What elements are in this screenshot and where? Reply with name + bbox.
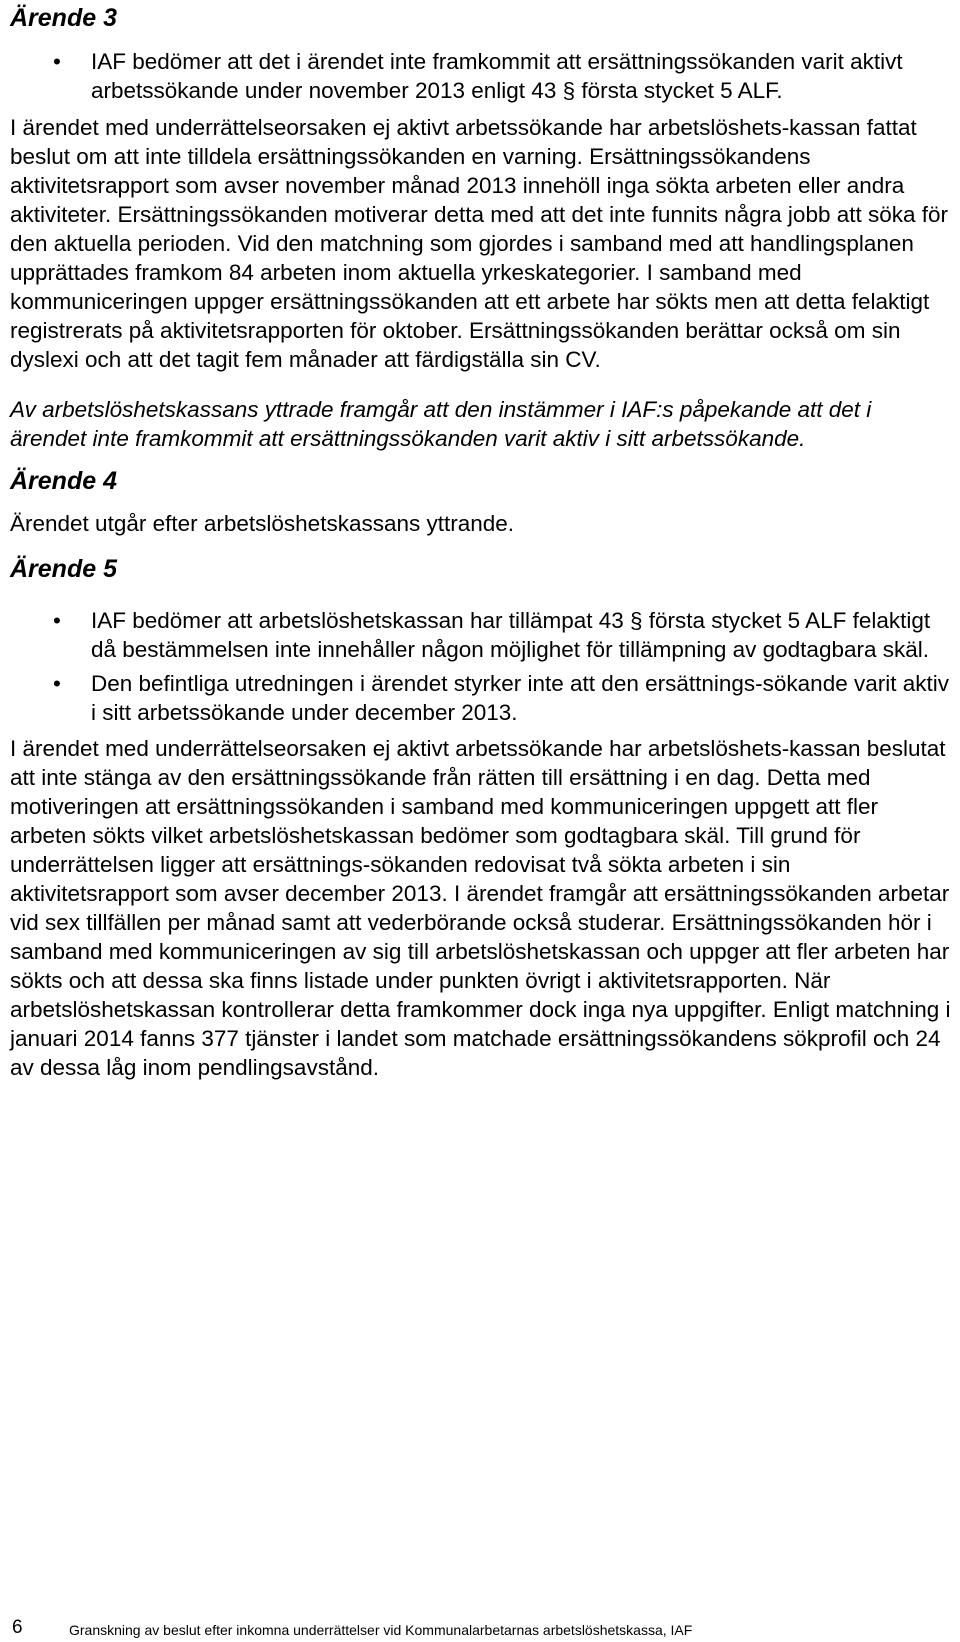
paragraph-arende-5: I ärendet med underrättelseorsaken ej aktivt arbetssökande har arbetslöshets-kassan beslutat att inte stänga av den ersättningssökande från rätten till ersättning i en dag. Detta med motiveringen att ersättningssökanden i samband med kommuniceringen uppgett att fler arbeten sökts vilket arbetslöshetskassan bedömer som godtagbara skäl. Till grund för underrättelsen ligger att ersättnings-sökanden redovisat två sökta arbeten i sin aktivitetsrapport som avser december 2013. I ärendet framgår att ersättningssökanden arbetar vid sex tillfällen per månad samt att vederbörande också studerar. Ersättningssökanden hör i samband med kommuniceringen av sig till arbetslöshetskassan och uppger att fler arbeten har sökts och att dessa ska finns listade under punkten övrigt i aktivitetsrapporten. När arbetslöshetskassan kontrollerar detta framkommer dock inga nya uppgifter. Enligt matchning i januari 2014 fanns 377 tjänster i landet som matchade ersättningssökandens sökprofil och 24 av dessa låg inom pendlingsavstånd. <box>10 736 951 1080</box>
section-heading-arende-4: Ärende 4 <box>10 467 117 495</box>
bullet-text: IAF bedömer att arbetslöshetskassan har tillämpat 43 § första stycket 5 ALF felaktigt då bestämmelsen inte innehåller någon möjlighet för tillämpning av godtagbara skäl. <box>91 608 931 662</box>
bullet-list-arende-3 <box>10 47 952 105</box>
bullet-icon: • <box>53 608 61 633</box>
bullet-text: IAF bedömer att det i ärendet inte framkommit att ersättningssökanden varit aktivt arbetssökande under november 2013 enligt 43 § första stycket 5 ALF. <box>91 49 903 103</box>
paragraph-arende-4: Ärendet utgår efter arbetslöshetskassans yttrande. <box>10 511 515 536</box>
bullet-item <box>10 669 952 727</box>
bullet-item <box>10 47 952 105</box>
bullet-item <box>10 606 952 664</box>
bullet-icon: • <box>53 49 61 74</box>
footer-text: Granskning av beslut efter inkomna underrättelser vid Kommunalarbetarnas arbetslöshetskassa, IAF <box>69 1622 693 1638</box>
bullet-list-arende-5 <box>10 606 952 727</box>
paragraph-arende-3: I ärendet med underrättelseorsaken ej aktivt arbetssökande har arbetslöshets-kassan fattat beslut om att inte tilldela ersättningssökanden en varning. Ersättningssökandens aktivitetsrapport som avser november månad 2013 innehöll inga sökta arbeten eller andra aktiviteter. Ersättningssökanden motiverar detta med att det inte funnits några jobb att söka för den aktuella perioden. Vid den matchning som gjordes i samband med att handlingsplanen upprättades framkom 84 arbeten inom aktuella yrkeskategorier. I samband med kommuniceringen uppger ersättningssökanden att ett arbete har sökts men att detta felaktigt registrerats på aktivitetsrapporten för oktober. Ersättningssökanden berättar också om sin dyslexi och att det tagit fem månader att färdigställa sin CV. <box>10 115 949 372</box>
page-number: 6 <box>12 1617 23 1638</box>
section-heading-arende-3: Ärende 3 <box>10 4 117 32</box>
bullet-icon: • <box>53 671 61 696</box>
page-footer <box>0 1613 960 1642</box>
bullet-text: Den befintliga utredningen i ärendet styrker inte att den ersättnings-sökande varit aktiv i sitt arbetssökande under december 2013. <box>91 671 949 725</box>
quote-arende-3: Av arbetslöshetskassans yttrade framgår att den instämmer i IAF:s påpekande att det i ärendet inte framkommit att ersättningssökanden varit aktiv i sitt arbetssökande. <box>10 397 872 451</box>
section-heading-arende-5: Ärende 5 <box>10 555 117 583</box>
